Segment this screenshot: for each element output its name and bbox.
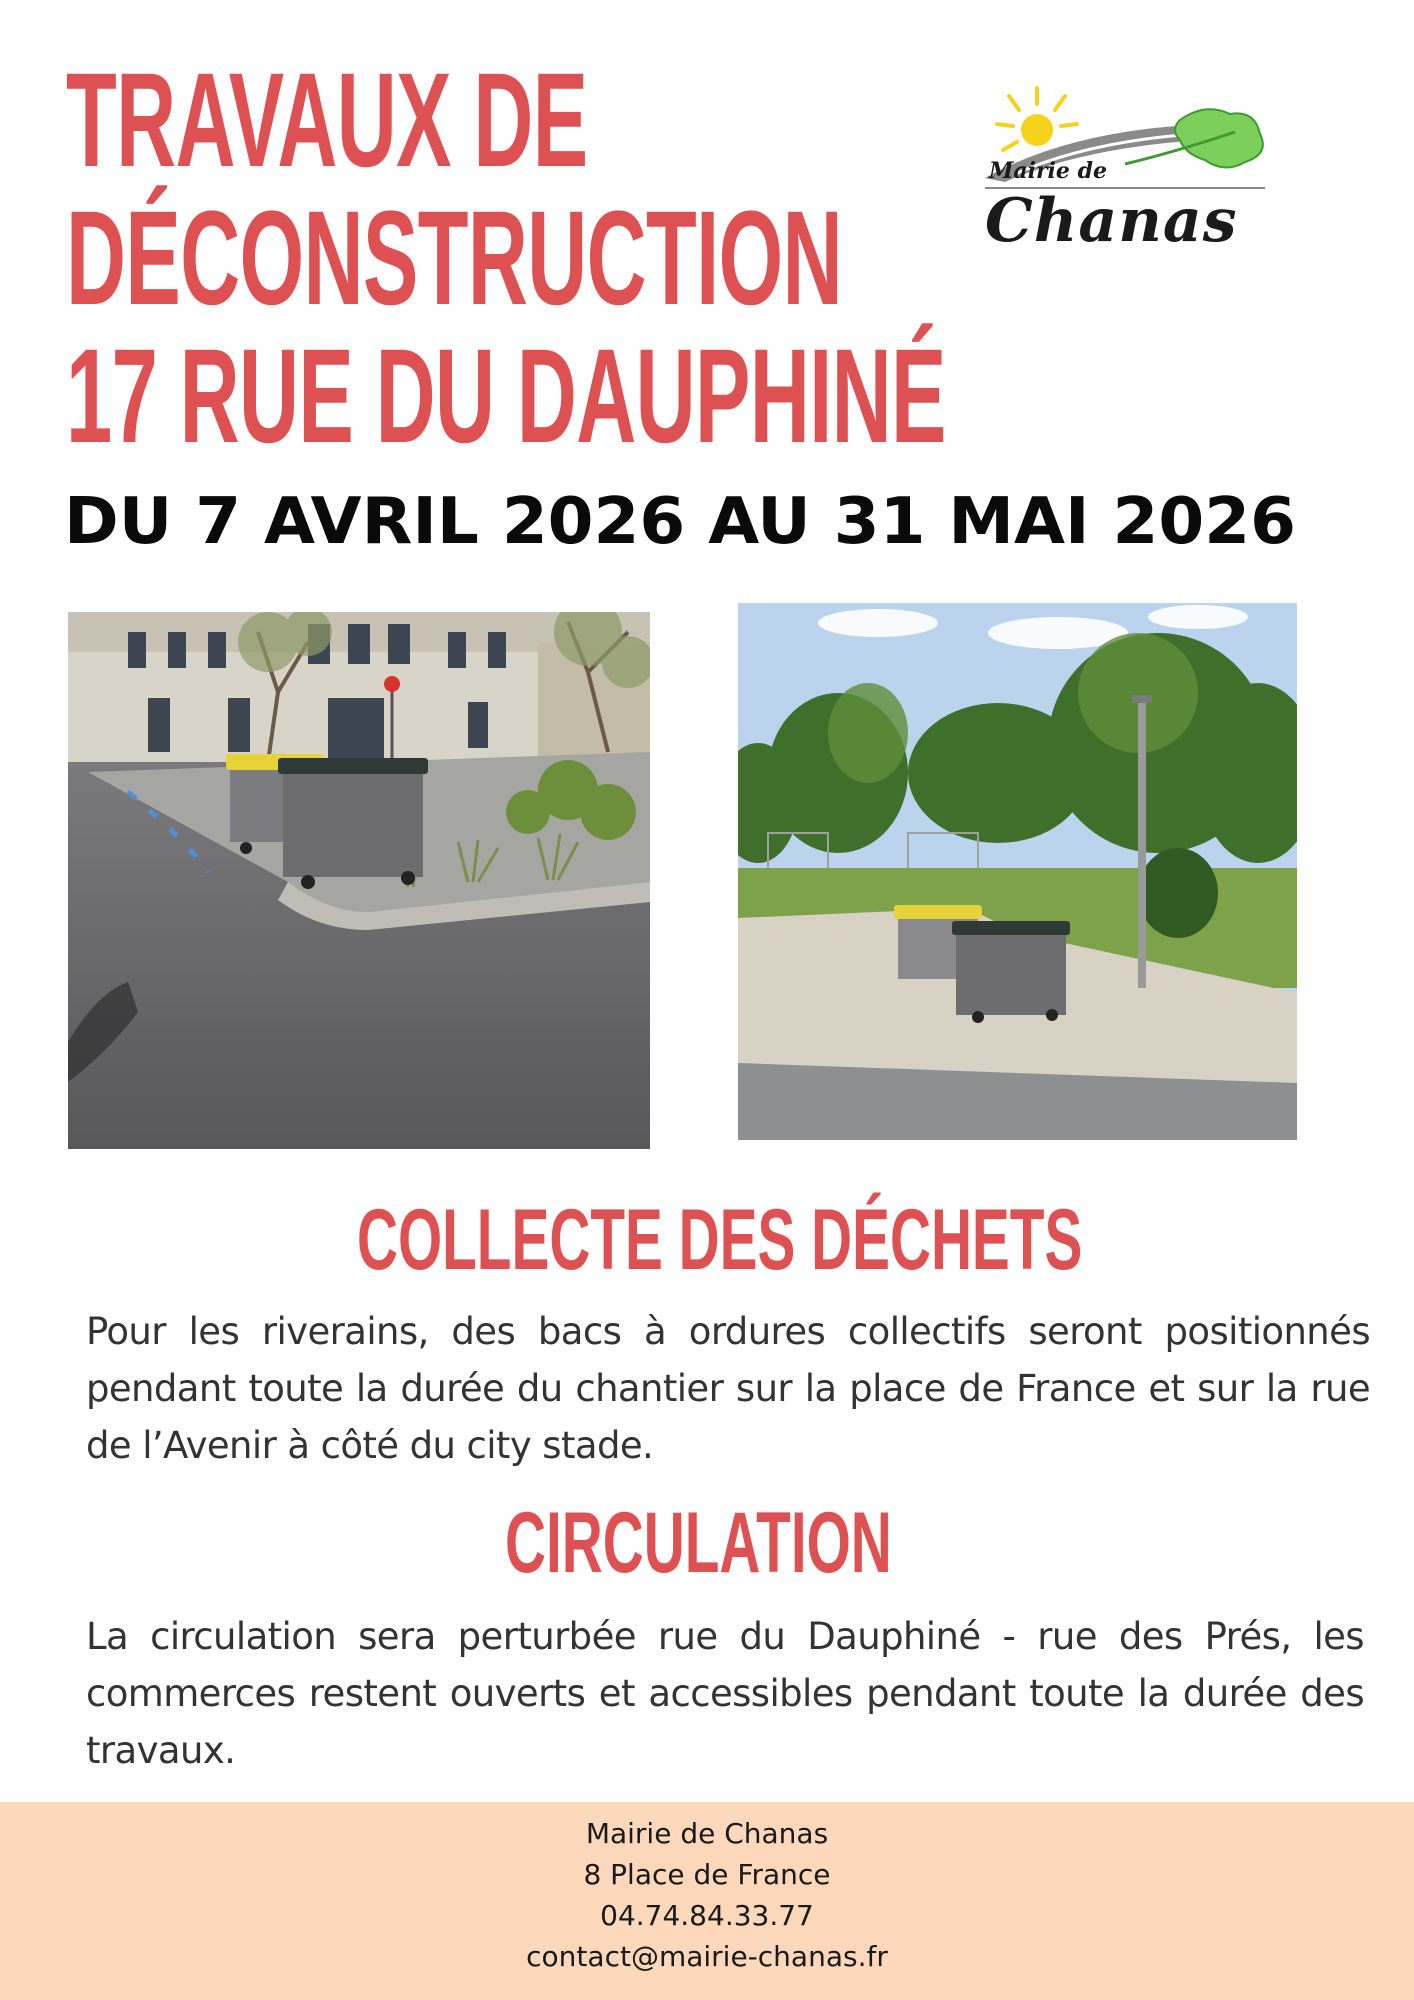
mairie-logo <box>975 82 1270 272</box>
footer-email: contact@mairie-chanas.fr <box>526 1940 888 1973</box>
circulation-text: La circulation sera perturbée rue du Dauphiné - rue des Prés, les commerces restent ouverts et accessibles pendant toute la durée des travaux. <box>86 1615 1364 1772</box>
footer-name: Mairie de Chanas <box>585 1817 829 1850</box>
footer-address: 8 Place de France <box>583 1858 831 1891</box>
footer-phone: 04.74.84.33.77 <box>600 1899 814 1932</box>
collecte-text: Pour les riverains, des bacs à ordures collectifs seront positionnés pendant toute la durée du chantier sur la place de France et sur la rue de l’Avenir à côté du city stade. <box>86 1310 1370 1467</box>
title-line-3: 17 RUE DU DAUPHINÉ <box>66 322 946 471</box>
title-line-2: DÉCONSTRUCTION <box>66 184 842 333</box>
photo-place-de-france <box>68 612 650 1149</box>
page-title <box>66 46 946 471</box>
date-range: DU 7 AVRIL 2026 AU 31 MAI 2026 <box>64 485 1296 559</box>
logo-town-text: Chanas <box>985 186 1238 256</box>
title-line-1: TRAVAUX DE <box>66 46 588 195</box>
collecte-heading: COLLECTE DES DÉCHETS <box>357 1192 1083 1288</box>
footer <box>0 1802 1414 2000</box>
circulation-heading: CIRCULATION <box>505 1495 892 1591</box>
logo-mairie-text: Mairie de <box>989 158 1107 184</box>
photo-city-stade <box>738 603 1297 1140</box>
